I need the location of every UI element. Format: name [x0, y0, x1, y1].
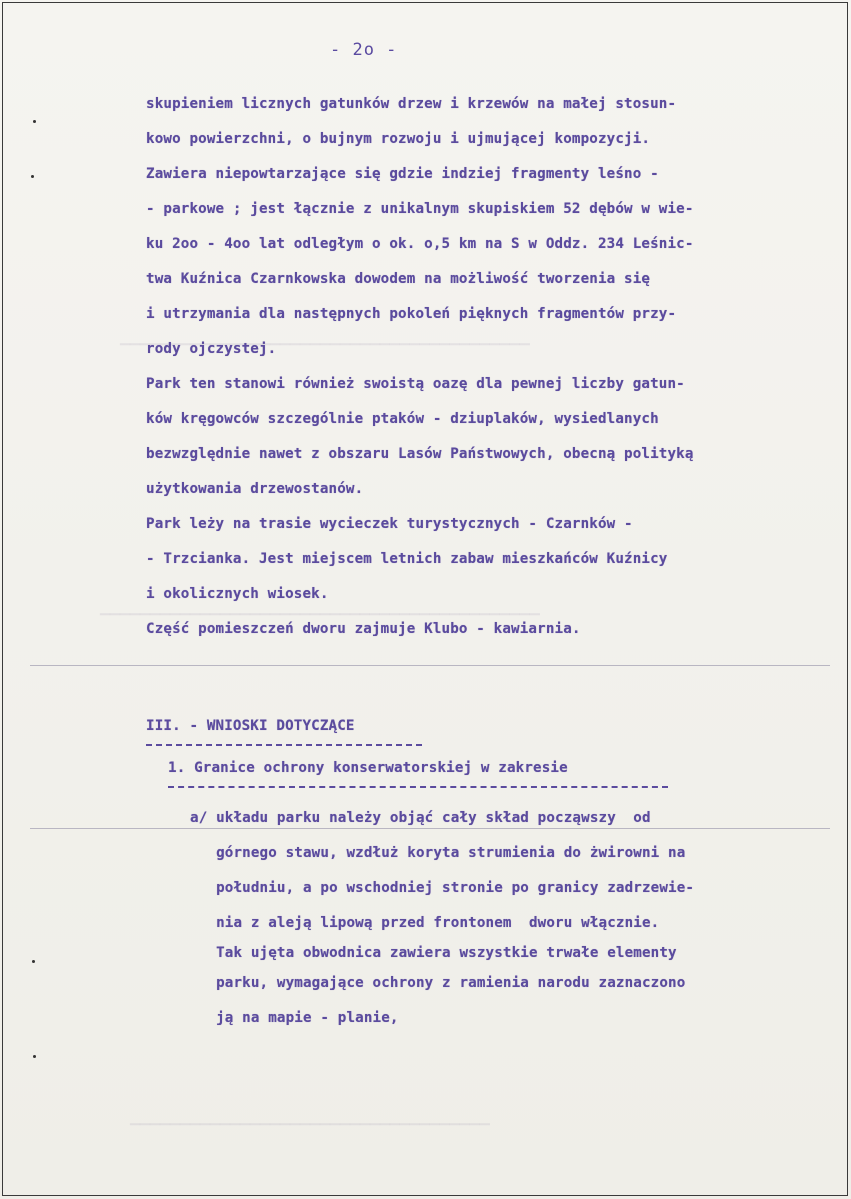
- page-number: - 2o -: [330, 40, 398, 60]
- form-rule: [30, 828, 830, 829]
- binder-hole: [32, 960, 35, 963]
- body-line: i utrzymania dla następnych pokoleń pięknych fragmentów przy-: [146, 306, 677, 322]
- binder-hole: [31, 175, 34, 178]
- binder-hole: [33, 120, 36, 123]
- body-line: użytkowania drzewostanów.: [146, 481, 364, 497]
- binder-hole: [33, 1055, 36, 1058]
- body-line: - Trzcianka. Jest miejscem letnich zabaw mieszkańców Kuźnicy: [146, 551, 668, 567]
- section-heading: III. - WNIOSKI DOTYCZĄCE: [146, 718, 355, 734]
- item-line: nia z aleją lipową przed frontonem dworu włącznie.: [190, 915, 660, 931]
- subsection-heading-underline: [168, 786, 668, 788]
- body-line: Część pomieszczeń dworu zajmuje Klubo - kawiarnia.: [146, 621, 581, 637]
- item-line: górnego stawu, wzdłuż koryta strumienia do żwirowni na: [190, 845, 686, 861]
- body-line: Park ten stanowi również swoistą oazę dla pewnej liczby gatun-: [146, 376, 685, 392]
- bleed-through-3: ▁▁▁▁▁▁▁▁▁▁▁▁▁▁▁▁▁▁▁▁▁▁▁▁▁▁▁▁▁▁▁▁▁▁▁▁: [130, 1110, 490, 1125]
- body-line: bezwzględnie nawet z obszaru Lasów Państwowych, obecną polityką: [146, 446, 694, 462]
- section-heading-underline: [146, 744, 422, 746]
- item-line: parku, wymagające ochrony z ramienia narodu zaznaczono: [190, 975, 686, 991]
- body-line: ków kręgowców szczególnie ptaków - dziuplaków, wysiedlanych: [146, 411, 659, 427]
- form-rule: [30, 665, 830, 666]
- item-line: Tak ujęta obwodnica zawiera wszystkie trwałe elementy: [190, 945, 677, 961]
- body-line: Zawiera niepowtarzające się gdzie indziej fragmenty leśno -: [146, 166, 659, 182]
- subsection-heading: 1. Granice ochrony konserwatorskiej w zakresie: [168, 760, 568, 776]
- body-line: skupieniem licznych gatunków drzew i krzewów na małej stosun-: [146, 96, 677, 112]
- bleed-through-1: ▁▁▁▁▁▁▁▁▁▁▁▁▁▁▁▁▁▁▁▁▁▁▁▁▁▁▁▁▁▁▁▁▁▁▁▁▁▁▁▁▁: [120, 330, 530, 345]
- body-line: - parkowe ; jest łącznie z unikalnym skupiskiem 52 dębów w wie-: [146, 201, 694, 217]
- body-line: ku 2oo - 4oo lat odległym o ok. o,5 km na S w Oddz. 234 Leśnic-: [146, 236, 694, 252]
- item-line: południu, a po wschodniej stronie po granicy zadrzewie-: [190, 880, 695, 896]
- bleed-through-2: ▁▁▁▁▁▁▁▁▁▁▁▁▁▁▁▁▁▁▁▁▁▁▁▁▁▁▁▁▁▁▁▁▁▁▁▁▁▁▁▁▁▁▁▁: [100, 600, 540, 615]
- body-line: rody ojczystej.: [146, 341, 277, 357]
- body-line: Park leży na trasie wycieczek turystycznych - Czarnków -: [146, 516, 633, 532]
- body-line: twa Kuźnica Czarnkowska dowodem na możliwość tworzenia się: [146, 271, 651, 287]
- body-line: i okolicznych wiosek.: [146, 586, 329, 602]
- item-line: ją na mapie - planie,: [190, 1010, 399, 1026]
- body-line: kowo powierzchni, o bujnym rozwoju i ujmującej kompozycji.: [146, 131, 651, 147]
- item-line: a/ układu parku należy objąć cały skład począwszy od: [190, 810, 651, 826]
